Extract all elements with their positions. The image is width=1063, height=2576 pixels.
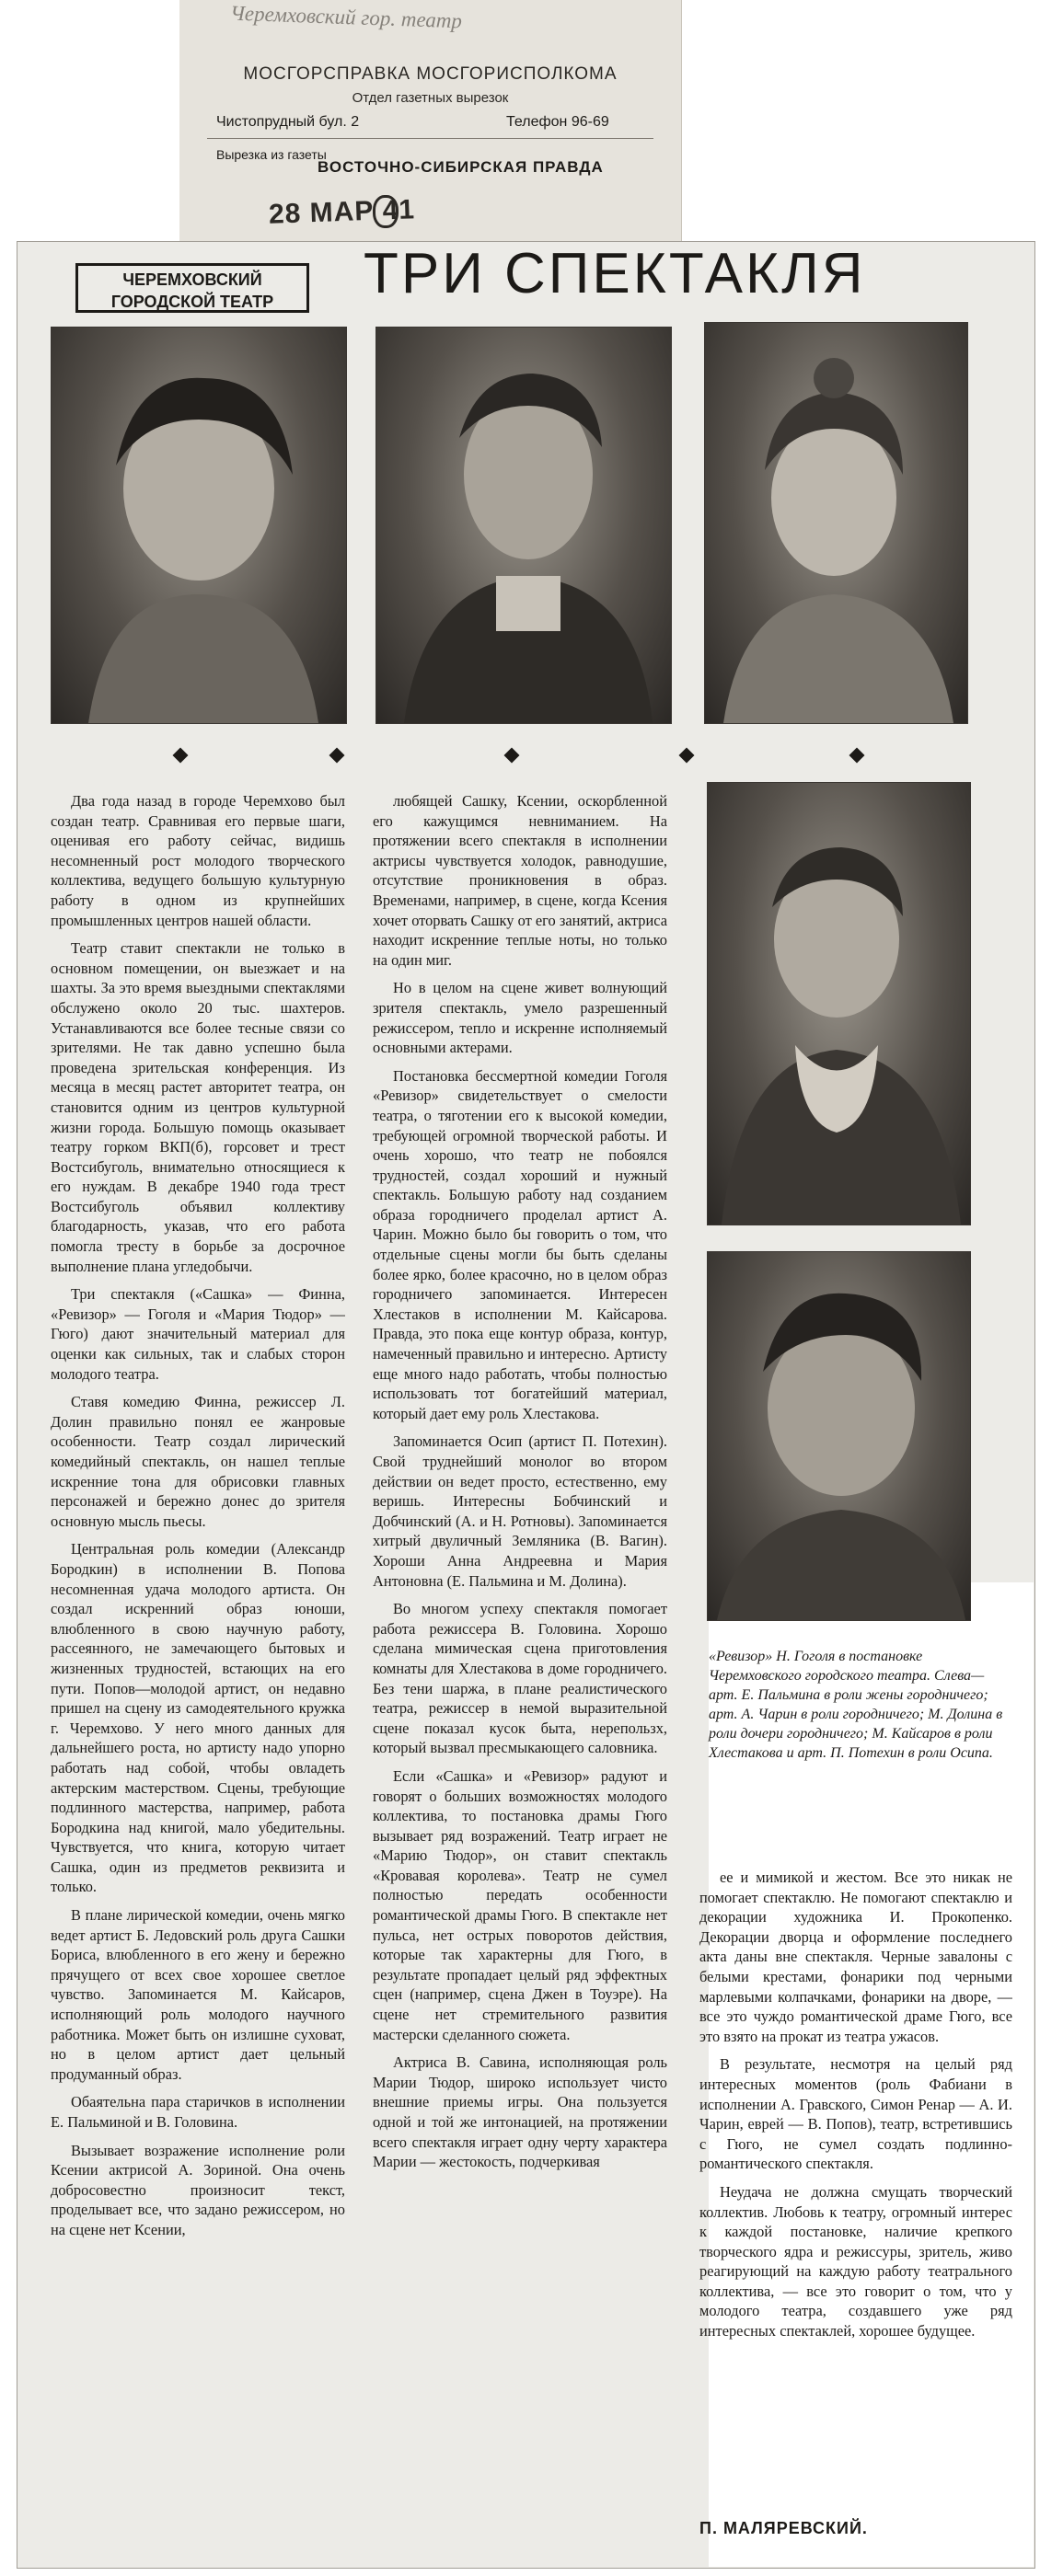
clipping-slip: [179, 0, 682, 241]
bureau-name: МОСГОРСПРАВКА МОСГОРИСПОЛКОМА: [243, 64, 618, 84]
theatre-label: ЧЕРЕМХОВСКИЙ ГОРОДСКОЙ ТЕАТР: [75, 263, 309, 313]
osip-actor-photo: [707, 1251, 971, 1621]
slip-divider: [207, 138, 653, 139]
portrait-figure-icon: [708, 1252, 970, 1620]
paragraph: Неудача не должна смущать творческий коллектив. Любовь к театру, огромный интерес к каждой постановке, наличие крепкого творческого ядра и режиссуры, зритель, живо реагирующий на каждую работу театрального коллектива, — все это говорит о том, что у молодого театра, создавшего уже ряд интересных спектаклей, хорошее будущее.: [699, 2182, 1012, 2340]
bureau-phone: Телефон 96-69: [506, 114, 609, 130]
paragraph: Но в целом на сцене живет волнующий зрителя спектакль, умело разрешенный режиссером, тепло и искренне исполняемый основными актерами.: [373, 979, 667, 1057]
portrait-figure-icon: [708, 783, 970, 1225]
paragraph: Актриса В. Савина, исполняющая роль Марии Тюдор, широко использует чисто внешние приемы игры. Она пользуется одной и той же интонацией, на протяжении всего спектакля играет одну черту характера Марии — жестокость, подчеркивая: [373, 2053, 667, 2171]
paragraph: Ставя комедию Финна, режиссер Л. Долин правильно понял ее жанровые особенности. Театр создал лирический комедийный спектакль, он нашел теплые искренние тона для обрисовки главных персонажей и бережно донес до зрителя основную мысль пьесы.: [51, 1393, 345, 1530]
cutting-label: Вырезка из газеты: [216, 147, 327, 162]
portrait-figure-icon: [376, 328, 671, 723]
paragraph: Если «Сашка» и «Ревизор» радуют и говорят о больших возможностях молодого коллектива, то постановка драмы Гюго вызывает ряд возражений. Театр играет не «Марию Тюдор», он ставит спектакль «Кровавая королева». Театр не сумел полностью передать особенности романтической драмы Гюго. В спектакле нет пульса, нет острых поворотов действия, которые так характерны для Гюго, в результате пропадает целый ряд эффектных сцен (например, сцена Джен в Тоуэре). На сцене нет стремительного развития мастерски сделанного сюжета.: [373, 1766, 667, 2043]
portrait-figure-icon: [52, 328, 346, 723]
photo-caption: «Ревизор» Н. Гоголя в постановке Черемховского городского театра. Слева—арт. Е. Пальмина в роли жены городничего; арт. А. Чарин в роли городничего; М. Долина в роли дочери городничего; М. Кайсаров в роли Хлестакова и арт. П. Потехин в роли Осипа.: [709, 1649, 1003, 1761]
khlestakov-actor-photo: [707, 782, 971, 1225]
actress-portrait-photo: [51, 327, 347, 724]
paragraph: ее и мимикой и жестом. Все это никак не помогает спектаклю. Не помогают спектаклю и декорации художника И. Прокопенко. Декорации дворца и оформление последнего акта даны вне спектакля. Черные завалоны с белыми крестами, фонарики под черными марлевыми колпачками, фонарики на дворе, — все это чуждо романтической драме Гюго, все это взято на прокат из театра ужасов.: [699, 1869, 1012, 2045]
paragraph: Запоминается Осип (артист П. Потехин). Свой труднейший монолог во втором действии он ведет просто, естественно, ему веришь. Интересны Бобчинский и Добчинский (А. и Н. Ротновы). Запоминается хитрый двуличный Земляника (В. Вагин). Хороши Анна Андреевна и Мария Антоновна (Е. Пальмина и М. Долина).: [373, 1432, 667, 1590]
article-title: ТРИ СПЕКТАКЛЯ: [364, 242, 866, 305]
author-signature: П. МАЛЯРЕВСКИЙ.: [699, 2519, 868, 2537]
portrait-figure-icon: [705, 323, 967, 723]
article-column-1: [51, 791, 345, 2558]
paragraph: Во многом успеху спектакля помогает работа режиссера В. Головина. Хорошо сделана мимическая сцена приготовления комнаты для Хлестакова в доме городничего. Без тени шаржа, в плане реалистического театра, режиссер в немой выразительной сцене показал кусок быта, нерепользх, который вызвал пресмыкающего саловника.: [373, 1600, 667, 1757]
date-stamp: 28 МАР 41: [268, 194, 416, 230]
article-column-3: [699, 1868, 1012, 2512]
paragraph: Обаятельна пара старичков в исполнении Е. Пальминой и В. Головина.: [51, 2093, 345, 2131]
handwritten-note: Черемховский гор. театр: [229, 1, 463, 33]
article-column-2: [373, 791, 667, 2558]
actor-portrait-photo: [376, 327, 672, 724]
paragraph: Два года назад в городе Черемхово был создан театр. Сравнивая его первые шаги, оценивая его работу сейчас, видишь несомненный рост молодого творческого коллектива, ведущего большую культурную работу в одном из крупнейших промышленных центров нашей области.: [51, 792, 345, 929]
paragraph: Театр ставит спектакли не только в основном помещении, он выезжает и на шахты. За это время выездными спектаклями обслужено около 20 тыс. шахтеров. Устанавливаются все более тесные связи со зрителями. Не так давно успешно была проведена зрительская конференция. Из месяца в месяц растет авторитет театра, он становится одним из центров культурной жизни города. Большую помощь оказывает театру горком ВКП(б), горсовет и трест Востсибуголь, внимательно относящиеся к его нуждам. В декабре 1940 года трест Востсибуголь объявил коллективу благодарность, указав, что его работа помогла тресту в борьбе за досрочное выполнение плана угледобычи.: [51, 939, 345, 1275]
paragraph: В результате, несмотря на целый ряд интересных моментов (роль Фабиани в исполнении А. Гравского, Симон Ренар — А. И. Чарин, еврей — В. Попов), театр, встретившись с Гюго, не сумел создать подлинно-романтического спектакля.: [699, 2055, 1012, 2173]
stamp-mark-icon: [373, 195, 399, 228]
bureau-address: Чистопрудный бул. 2: [216, 114, 360, 130]
paragraph: Вызывает возражение исполнение роли Ксении актрисой А. Зориной. Она очень добросовестно произносит текст, проделывает все, что задано режиссером, но на сцене нет Ксении,: [51, 2141, 345, 2238]
paragraph: В плане лирической комедии, очень мягко ведет артист Б. Ледовский роль друга Сашки Бориса, влюбленного в его жену и бережно прячущего от всех свое хорошее светлое чувство. Запоминается М. Кайсаров, исполняющий роль молодого научного работника. Может быть он излишне суховат, но в целом артист дает цельный продуманный образ.: [51, 1906, 345, 2083]
paragraph: Центральная роль комедии (Александр Бородкин) в исполнении В. Попова несомненная удача молодого артиста. Он создал искренний образ юноши, влюбленного в свою научную работу, рассеянного, не замечающего бытовых и жизненных трудностей, встающих на его пути. Попов—молодой артист, он недавно пришел на сцену из самодеятельного кружка г. Черемхово. У него много данных для дальнейшего роста, но артисту надо упорно работать над собой, чтобы овладеть актерским мастерством. Сцены, требующие подлинного мастерства, например, работа Бородкина над книгой, мало убедительны. Чувствуется, что книга, которую читает Сашка, один из предметов реквизита и только.: [51, 1540, 345, 1896]
actress-2-portrait-photo: [704, 322, 968, 724]
newspaper-name: ВОСТОЧНО-СИБИРСКАЯ ПРАВДА: [318, 158, 604, 176]
paragraph: любящей Сашку, Ксении, оскорбленной его кажущимся невниманием. На протяжении всего спектакля в исполнении актрисы чувствуется холодок, равнодушие, отсутствие проникновения в образ. Временами, например, в сцене, когда Ксения хочет оторвать Сашку от его занятий, актриса находит искренние теплые ноты, но только на один миг.: [373, 792, 667, 969]
paragraph: Три спектакля («Сашка» — Финна, «Ревизор» — Гоголя и «Мария Тюдор» — Гюго) дают значительный материал для оценки как сильных, так и слабых сторон молодого театра.: [51, 1285, 345, 1383]
paragraph: Постановка бессмертной комедии Гоголя «Ревизор» свидетельствует о смелости театра, о тяготении его к высокой комедии, требующей огромной творческой работы. И очень хорошо, что театр не побоялся трудностей, создал хороший и нужный спектакль. Большую работу над созданием образа городничего проделал артист А. Чарин. Можно было бы говорить о том, что отдельные сцены могли бы быть сделаны более ярко, более красочно, но в целом образ городничего запоминается. Интересен Хлестаков в исполнении М. Кайсарова. Правда, это пока еще контур образа, контур, намеченный правильно и интересно. Артисту еще много надо работать, чтобы полностью использовать тот богатейший материал, который дает ему роль Хлестакова.: [373, 1066, 667, 1422]
bureau-department: Отдел газетных вырезок: [352, 90, 509, 106]
